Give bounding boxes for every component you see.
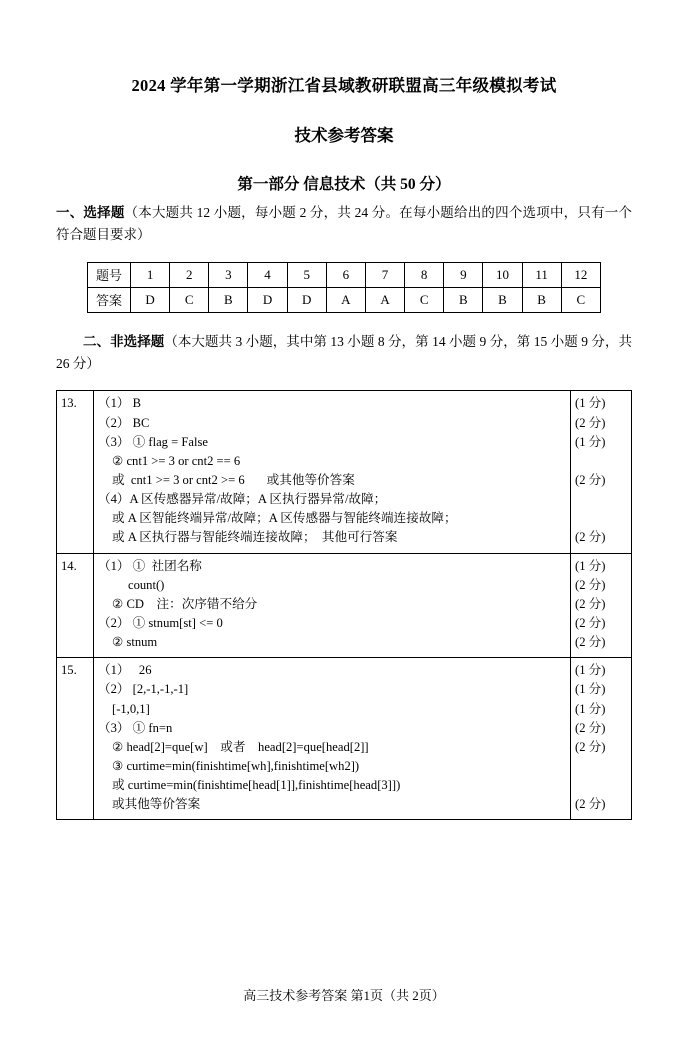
table-cell: 6 [326,262,365,287]
page-footer: 高三技术参考答案 第1页（共 2页） [243,988,445,1003]
answer-line: ③ curtime=min(finishtime[wh],finishtime[wh2]) [112,758,360,773]
table-row-answers [88,287,601,312]
table-cell: 1 [131,262,170,287]
table-cell: 12 [561,262,600,287]
choice-answer-table [87,262,601,313]
question-number: 15. [57,658,94,820]
answer-line: count() [128,577,165,592]
points-label: (1 分) [575,434,606,449]
points-label: (2 分) [575,635,606,650]
table-cell: D [287,287,326,312]
points-label: (2 分) [575,596,606,611]
section-2-text: （本大题共 3 小题，其中第 13 小题 8 分，第 14 小题 9 分，第 15 小题 9 分，共 26 分） [56,333,633,371]
points-label: (2 分) [575,739,606,754]
answer-line: （2） [2,-1,-1,-1] [98,682,189,697]
table-cell: A [326,287,365,312]
table-cell: 5 [287,262,326,287]
points-spacer [575,776,627,795]
table-row [57,553,632,658]
question-answer-body [94,553,571,658]
question-answer-body [94,391,571,553]
points-column [571,553,632,658]
part-title: 第一部分 信息技术（共 50 分） [237,176,451,193]
points-label: (1 分) [575,558,606,573]
section-1-text: （本大题共 12 小题，每小题 2 分，共 24 分。在每小题给出的四个选项中，只有一个符合题目要求） [56,205,632,242]
points-label: (1 分) [575,396,606,411]
points-label: (2 分) [575,530,606,545]
points-spacer [575,757,627,776]
answer-line: ② CD 注：次序错不给分 [112,596,258,611]
table-cell: 2 [170,262,209,287]
answer-line: 或其他等价答案 [112,797,201,812]
document-page [0,72,688,1044]
points-label: (2 分) [575,577,606,592]
table-cell: A [365,287,404,312]
question-number: 14. [57,553,94,658]
answer-line: ② head[2]=que[w] 或者 head[2]=que[head[2]] [112,739,369,754]
table-cell: D [248,287,287,312]
answer-line: 或 A 区执行器与智能终端连接故障； 其他可行答案 [112,530,398,545]
row-label-question-number: 题号 [88,262,131,287]
points-label: (2 分) [575,720,606,735]
section-2-heading [56,331,632,375]
points-label: (1 分) [575,682,606,697]
answer-line: ② stnum [112,635,158,650]
points-spacer [575,490,627,509]
points-label: (2 分) [575,797,606,812]
answer-line: （4）A 区传感器异常/故障；A 区执行器异常/故障； [98,492,387,507]
points-spacer [575,509,627,528]
answer-line: （1） B [98,396,142,411]
row-label-answer: 答案 [88,287,131,312]
question-answer-body [94,658,571,820]
answer-line: （2） BC [98,415,150,430]
answer-line: （1） 26 [98,663,152,678]
answer-line: 或 cnt1 >= 3 or cnt2 >= 6 或其他等价答案 [112,473,355,487]
table-cell: 7 [365,262,404,287]
answers-detail-table [56,390,632,820]
table-cell: 9 [444,262,483,287]
points-label: (2 分) [575,415,606,430]
answer-line: （3） ① flag = False [98,434,208,449]
section-2-label: 二、非选择题 [83,333,165,349]
table-cell: B [209,287,248,312]
points-label: (1 分) [575,663,606,678]
question-number: 13. [57,391,94,553]
table-cell: C [405,287,444,312]
answer-line: ② cnt1 >= 3 or cnt2 == 6 [112,453,241,468]
section-1-label: 一、选择题 [56,205,125,220]
table-cell: B [444,287,483,312]
points-spacer [575,452,627,471]
points-label: (2 分) [575,615,606,630]
table-row-question-numbers [88,262,601,287]
points-column [571,391,632,553]
answer-line: 或 A 区智能终端异常/故障；A 区传感器与智能终端连接故障； [112,511,457,526]
answer-line: （1） ① 社团名称 [98,558,202,573]
table-cell: 3 [209,262,248,287]
table-cell: B [522,287,561,312]
table-cell: 11 [522,262,561,287]
document-title-line2: 技术参考答案 [294,126,394,145]
points-label: (1 分) [575,701,606,716]
table-cell: 8 [405,262,444,287]
answer-line: （3） ① fn=n [98,720,173,735]
table-row [57,391,632,553]
table-cell: C [561,287,600,312]
answer-line: [-1,0,1] [112,701,150,716]
answer-line: （2） ① stnum[st] <= 0 [98,615,223,630]
points-column [571,658,632,820]
table-cell: 10 [483,262,522,287]
points-label: (2 分) [575,473,606,487]
table-row [57,658,632,820]
table-cell: C [170,287,209,312]
table-cell: B [483,287,522,312]
table-cell: D [131,287,170,312]
answer-line: 或 curtime=min(finishtime[head[1]],finishtime[head[3]]) [112,778,401,793]
table-cell: 4 [248,262,287,287]
section-1-heading [56,202,632,246]
document-title-line1: 2024 学年第一学期浙江省县域教研联盟高三年级模拟考试 [131,76,557,95]
